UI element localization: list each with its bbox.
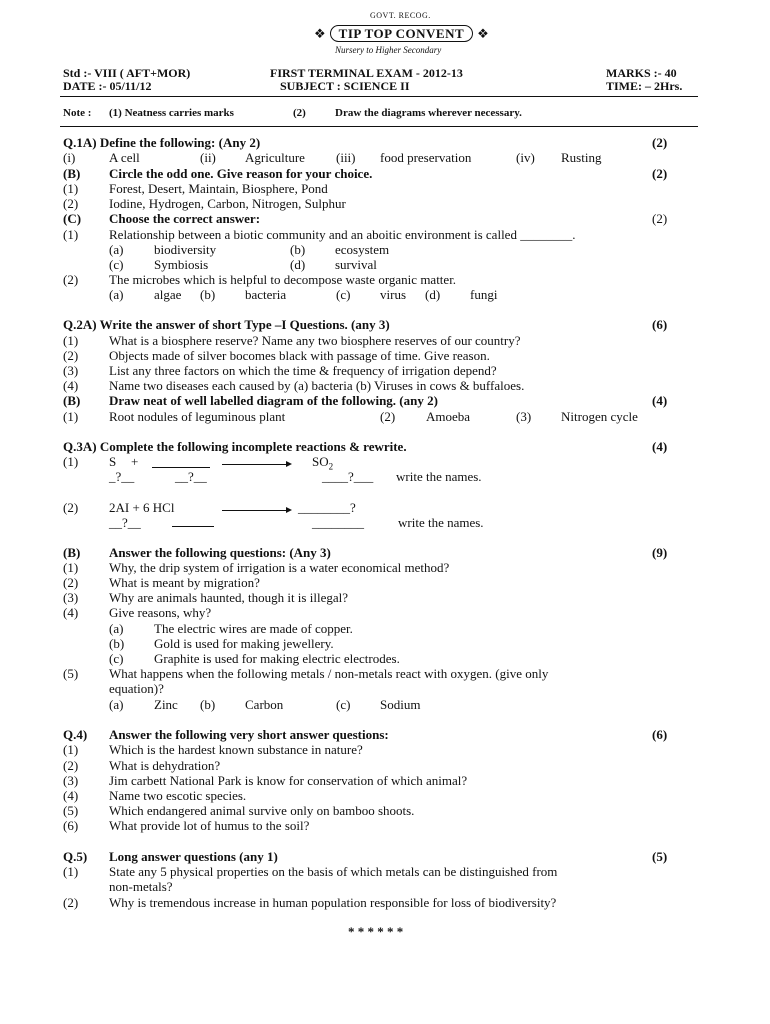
header-divider bbox=[60, 96, 698, 97]
q4-heading: Answer the following very short answer questions: bbox=[109, 727, 389, 742]
q3a-marks: (4) bbox=[652, 439, 668, 454]
q1c2-option: algae bbox=[154, 287, 182, 302]
subject-label: SUBJECT : SCIENCE II bbox=[280, 79, 410, 93]
q5-marks: (5) bbox=[652, 849, 668, 864]
note-item-2-number: (2) bbox=[293, 107, 306, 119]
q3b-item-text: What is meant by migration? bbox=[109, 575, 260, 590]
q2a-marks: (6) bbox=[652, 317, 668, 332]
reaction-1-name-blank: __?__ bbox=[175, 469, 207, 484]
reaction-2-name-blank: ________ bbox=[312, 515, 364, 530]
reaction-1-sulphur: S bbox=[109, 454, 117, 469]
q2b-heading: Draw neat of well labelled diagram of the following. (any 2) bbox=[109, 393, 438, 408]
q3b-sub-number: (a) bbox=[109, 621, 124, 636]
q1c1-option: Symbiosis bbox=[154, 257, 209, 272]
q4-item-text: Jim carbett National Park is know for conservation of which animal? bbox=[109, 773, 468, 788]
q2b-item-text: Root nodules of leguminous plant bbox=[109, 409, 286, 424]
q3b-sub-number: (c) bbox=[109, 651, 124, 666]
q3b-item-number: (1) bbox=[63, 560, 79, 575]
q1c2-text: The microbes which is helpful to decompose waste organic matter. bbox=[109, 272, 457, 287]
q3b-item-text: What happens when the following metals / non-metals react with oxygen. (give only bbox=[109, 666, 549, 681]
q2b-item-number: (2) bbox=[380, 409, 396, 424]
q4-item-text: Name two escotic species. bbox=[109, 788, 247, 803]
reaction-1-product: $SO_2$ bbox=[312, 454, 334, 472]
q3b-marks: (9) bbox=[652, 545, 668, 560]
q1a-item-num-iv: (iv) bbox=[516, 150, 535, 165]
q1c-heading: Choose the correct answer: bbox=[109, 211, 261, 226]
note-label: Note : bbox=[63, 107, 92, 119]
date-label: DATE :- 05/11/12 bbox=[63, 79, 152, 93]
logo-left-flourish-icon: ❖ bbox=[314, 26, 326, 41]
q1c2-option-label: (a) bbox=[109, 287, 124, 302]
q4-item-text: What is dehydration? bbox=[109, 758, 221, 773]
logo-school-name: TIP TOP CONVENT bbox=[330, 25, 474, 42]
q3b-sub-text: Gold is used for making jewellery. bbox=[154, 636, 334, 651]
q5-number: Q.5) bbox=[63, 849, 88, 864]
marks-label: MARKS :- 40 bbox=[606, 66, 677, 80]
q3b-number: (B) bbox=[63, 545, 81, 560]
q2a-item-number: (1) bbox=[63, 333, 79, 348]
q5-item-number: (2) bbox=[63, 895, 79, 910]
reaction-2-instruction: write the names. bbox=[398, 515, 484, 530]
note-item-2: Draw the diagrams wherever necessary. bbox=[335, 107, 522, 119]
q3b5-option-label: (b) bbox=[200, 697, 216, 712]
q1a-item-num-i: (i) bbox=[63, 150, 76, 165]
q3b-sub-number: (b) bbox=[109, 636, 125, 651]
q4-item-number: (3) bbox=[63, 773, 79, 788]
q1a-heading: Q.1A) Define the following: (Any 2) bbox=[63, 135, 261, 150]
q1c1-option-label: (b) bbox=[290, 242, 306, 257]
standard-label: Std :- VIII ( AFT+MOR) bbox=[63, 66, 191, 80]
q5-heading: Long answer questions (any 1) bbox=[109, 849, 278, 864]
reaction-1-arrow bbox=[222, 464, 290, 465]
q1b2-text: Iodine, Hydrogen, Carbon, Nitrogen, Sulphur bbox=[109, 196, 346, 211]
reaction-2-number: (2) bbox=[63, 500, 79, 515]
q1c2-option-label: (c) bbox=[336, 287, 351, 302]
q1b2-number: (2) bbox=[63, 196, 79, 211]
q1c2-option-label: (b) bbox=[200, 287, 216, 302]
q1c2-option: bacteria bbox=[245, 287, 287, 302]
q1c2-option-label: (d) bbox=[425, 287, 441, 302]
q2a-item-number: (3) bbox=[63, 363, 79, 378]
time-label: TIME: – 2Hrs. bbox=[606, 79, 683, 93]
q1b-heading: Circle the odd one. Give reason for your choice. bbox=[109, 166, 373, 181]
q4-item-number: (4) bbox=[63, 788, 79, 803]
q5-item-text: Why is tremendous increase in human population responsible for loss of biodiversity? bbox=[109, 895, 557, 910]
reaction-1-name-blank: _?__ bbox=[109, 469, 135, 484]
q3b-item-number: (2) bbox=[63, 575, 79, 590]
reaction-2-blank bbox=[172, 516, 214, 527]
q1c1-option-label: (d) bbox=[290, 257, 306, 272]
note-item-1: (1) Neatness carries marks bbox=[109, 107, 234, 119]
note-divider bbox=[60, 126, 698, 127]
logo-tagline: Nursery to Higher Secondary bbox=[335, 45, 442, 55]
exam-title: FIRST TERMINAL EXAM - 2012-13 bbox=[270, 66, 463, 80]
q1c2-number: (2) bbox=[63, 272, 79, 287]
logo-recognition-text: GOVT. RECOG. bbox=[370, 11, 431, 20]
logo-right-flourish-icon: ❖ bbox=[477, 26, 489, 41]
q1a-item-text: A cell bbox=[109, 150, 140, 165]
school-logo bbox=[314, 25, 489, 43]
q1c1-option-label: (a) bbox=[109, 242, 124, 257]
q2a-item-text: List any three factors on which the time & frequency of irrigation depend? bbox=[109, 363, 497, 378]
q3b5-option: Sodium bbox=[380, 697, 421, 712]
reaction-1-plus: + bbox=[131, 454, 139, 469]
q1b-number: (B) bbox=[63, 166, 81, 181]
q4-number: Q.4) bbox=[63, 727, 88, 742]
q1c2-option: virus bbox=[380, 287, 406, 302]
reaction-1-name-blank: ____?___ bbox=[322, 469, 374, 484]
q4-item-number: (2) bbox=[63, 758, 79, 773]
q1c-marks: (2) bbox=[652, 211, 668, 226]
q3a-heading: Q.3A) Complete the following incomplete reactions & rewrite. bbox=[63, 439, 407, 454]
reaction-1-instruction: write the names. bbox=[396, 469, 482, 484]
q1a-item-text: Rusting bbox=[561, 150, 602, 165]
end-of-paper-mark: * * * * * * bbox=[348, 924, 404, 939]
q1c2-option: fungi bbox=[470, 287, 498, 302]
q2a-item-text: What is a biosphere reserve? Name any two biosphere reserves of our country? bbox=[109, 333, 521, 348]
q4-item-number: (5) bbox=[63, 803, 79, 818]
q1a-item-num-ii: (ii) bbox=[200, 150, 216, 165]
q1c1-option: survival bbox=[335, 257, 377, 272]
q2a-item-number: (4) bbox=[63, 378, 79, 393]
q2a-item-text: Name two diseases each caused by (a) bacteria (b) Viruses in cows & buffaloes. bbox=[109, 378, 525, 393]
q5-item-number: (1) bbox=[63, 864, 79, 879]
reaction-2-arrow bbox=[222, 510, 290, 511]
q2b-item-number: (1) bbox=[63, 409, 79, 424]
q2b-number: (B) bbox=[63, 393, 81, 408]
q1a-item-num-iii: (iii) bbox=[336, 150, 356, 165]
q1a-item-text: Agriculture bbox=[245, 150, 305, 165]
q4-marks: (6) bbox=[652, 727, 668, 742]
q4-item-text: Which endangered animal survive only on bamboo shoots. bbox=[109, 803, 415, 818]
q3b-sub-text: The electric wires are made of copper. bbox=[154, 621, 353, 636]
q3b-item-text: Why, the drip system of irrigation is a water economical method? bbox=[109, 560, 450, 575]
q1a-item-text: food preservation bbox=[380, 150, 472, 165]
q3b5-option-label: (c) bbox=[336, 697, 351, 712]
reaction-2-reactants: 2AI + 6 HCl bbox=[109, 500, 175, 515]
q2b-marks: (4) bbox=[652, 393, 668, 408]
q3b-item-text: Why are animals haunted, though it is illegal? bbox=[109, 590, 348, 605]
q3b5-option: Carbon bbox=[245, 697, 284, 712]
q2a-heading: Q.2A) Write the answer of short Type –I Questions. (any 3) bbox=[63, 317, 390, 332]
q1c-number: (C) bbox=[63, 211, 82, 226]
q1b-marks: (2) bbox=[652, 166, 668, 181]
q1b1-number: (1) bbox=[63, 181, 79, 196]
q1c1-text: Relationship between a biotic community and an aboitic environment is called ________. bbox=[109, 227, 576, 242]
q1b1-text: Forest, Desert, Maintain, Biosphere, Pond bbox=[109, 181, 328, 196]
q1c1-number: (1) bbox=[63, 227, 79, 242]
reaction-1-number: (1) bbox=[63, 454, 79, 469]
q3b-item-number: (4) bbox=[63, 605, 79, 620]
q3b5-option-label: (a) bbox=[109, 697, 124, 712]
q4-item-text: What provide lot of humus to the soil? bbox=[109, 818, 310, 833]
q1c1-option: ecosystem bbox=[335, 242, 390, 257]
q3b-item-text-continued: equation)? bbox=[109, 681, 164, 696]
q2b-item-text: Nitrogen cycle bbox=[561, 409, 638, 424]
q2a-item-text: Objects made of silver bocomes black with passage of time. Give reason. bbox=[109, 348, 490, 363]
q1c1-option-label: (c) bbox=[109, 257, 124, 272]
q2b-item-text: Amoeba bbox=[426, 409, 471, 424]
q3b-item-text: Give reasons, why? bbox=[109, 605, 212, 620]
q3b5-option: Zinc bbox=[154, 697, 178, 712]
q3b-item-number: (3) bbox=[63, 590, 79, 605]
q1a-marks: (2) bbox=[652, 135, 668, 150]
reaction-1-blank bbox=[152, 457, 210, 468]
q1c1-option: biodiversity bbox=[154, 242, 217, 257]
q4-item-number: (6) bbox=[63, 818, 79, 833]
reaction-2-name-blank: __?__ bbox=[109, 515, 141, 530]
reaction-2-product-blank: ________? bbox=[298, 500, 356, 515]
q3b-sub-text: Graphite is used for making electric electrodes. bbox=[154, 651, 400, 666]
q4-item-text: Which is the hardest known substance in nature? bbox=[109, 742, 363, 757]
q3b-item-number: (5) bbox=[63, 666, 79, 681]
q4-item-number: (1) bbox=[63, 742, 79, 757]
q5-item-text-continued: non-metals? bbox=[109, 879, 173, 894]
q5-item-text: State any 5 physical properties on the basis of which metals can be distinguished from bbox=[109, 864, 558, 879]
q2b-item-number: (3) bbox=[516, 409, 532, 424]
q2a-item-number: (2) bbox=[63, 348, 79, 363]
q3b-heading: Answer the following questions: (Any 3) bbox=[109, 545, 331, 560]
